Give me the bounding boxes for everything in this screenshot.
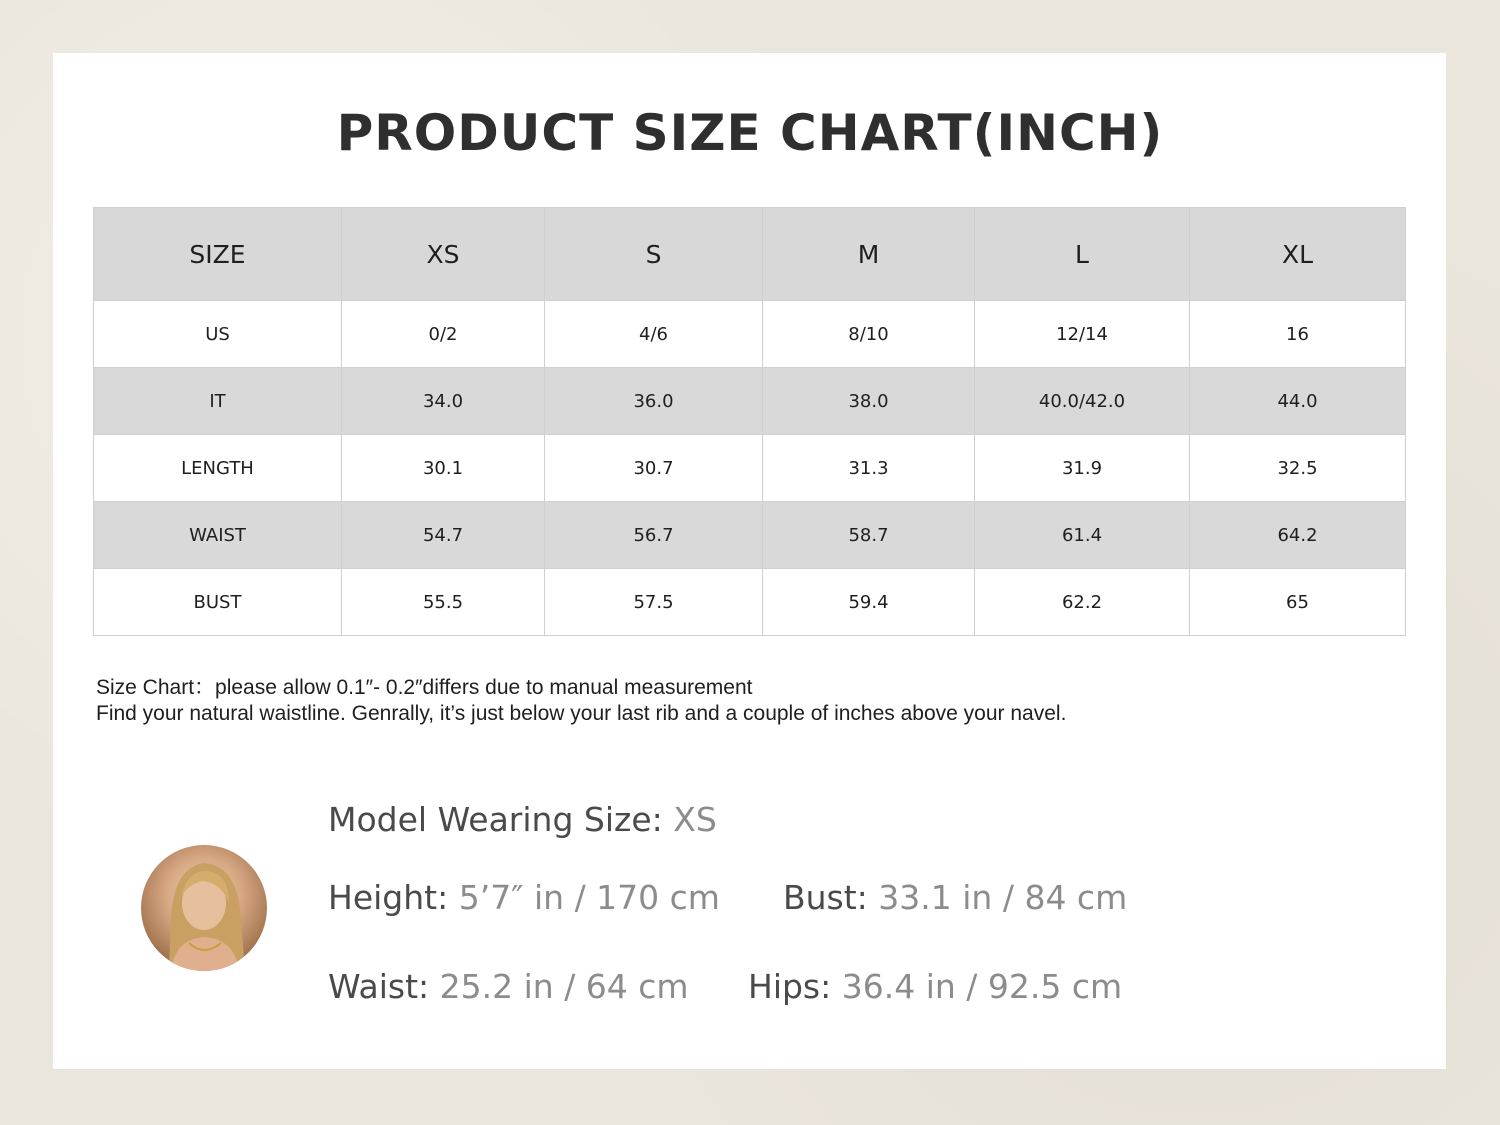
- model-wearing-value: XS: [673, 800, 717, 839]
- table-cell: 36.0: [545, 368, 763, 435]
- row-label: LENGTH: [94, 435, 342, 502]
- row-label: WAIST: [94, 502, 342, 569]
- table-cell: 54.7: [342, 502, 545, 569]
- header-cell-m: M: [763, 208, 975, 301]
- page-title: PRODUCT SIZE CHART(INCH): [336, 104, 1164, 162]
- model-waist-value: 25.2 in / 64 cm: [439, 967, 689, 1006]
- model-height: [328, 878, 720, 917]
- row-label: US: [94, 301, 342, 368]
- waistline-note: Find your natural waistline. Genrally, it’s just below your last rib and a couple of inches above your navel.: [96, 702, 1067, 725]
- table-cell: 59.4: [763, 569, 975, 636]
- table-cell: 34.0: [342, 368, 545, 435]
- model-wearing-size: [328, 800, 717, 839]
- header-cell-xs: XS: [342, 208, 545, 301]
- table-cell: 58.7: [763, 502, 975, 569]
- model-hips-label: Hips:: [748, 967, 842, 1006]
- model-bust: [783, 878, 1127, 917]
- size-table: [93, 207, 1406, 636]
- header-cell-l: L: [975, 208, 1190, 301]
- measurement-note: Size Chart：please allow 0.1″- 0.2″differs due to manual measurement: [96, 676, 753, 699]
- table-cell: 64.2: [1190, 502, 1406, 569]
- table-cell: 31.3: [763, 435, 975, 502]
- table-cell: 61.4: [975, 502, 1190, 569]
- table-row: [94, 301, 1406, 368]
- table-cell: 38.0: [763, 368, 975, 435]
- header-cell-s: S: [545, 208, 763, 301]
- model-height-label: Height:: [328, 878, 459, 917]
- header-cell-size: SIZE: [94, 208, 342, 301]
- table-cell: 32.5: [1190, 435, 1406, 502]
- model-photo-icon: [141, 845, 267, 971]
- table-cell: 40.0/42.0: [975, 368, 1190, 435]
- model-waist-label: Waist:: [328, 967, 440, 1006]
- table-cell: 57.5: [545, 569, 763, 636]
- header-cell-xl: XL: [1190, 208, 1406, 301]
- table-cell: 0/2: [342, 301, 545, 368]
- model-waist: [328, 967, 689, 1006]
- row-label: IT: [94, 368, 342, 435]
- table-cell: 56.7: [545, 502, 763, 569]
- table-cell: 65: [1190, 569, 1406, 636]
- table-cell: 30.1: [342, 435, 545, 502]
- table-cell: 55.5: [342, 569, 545, 636]
- table-row: [94, 502, 1406, 569]
- model-wearing-label: Model Wearing Size:: [328, 800, 674, 839]
- table-cell: 30.7: [545, 435, 763, 502]
- model-bust-value: 33.1 in / 84 cm: [878, 878, 1128, 917]
- table-cell: 31.9: [975, 435, 1190, 502]
- model-height-value: 5’7″ in / 170 cm: [458, 878, 720, 917]
- table-cell: 4/6: [545, 301, 763, 368]
- table-row: [94, 368, 1406, 435]
- table-header-row: [94, 208, 1406, 301]
- model-hips: [748, 967, 1122, 1006]
- table-cell: 62.2: [975, 569, 1190, 636]
- table-row: [94, 435, 1406, 502]
- model-hips-value: 36.4 in / 92.5 cm: [841, 967, 1123, 1006]
- table-cell: 16: [1190, 301, 1406, 368]
- table-row: [94, 569, 1406, 636]
- row-label: BUST: [94, 569, 342, 636]
- model-bust-label: Bust:: [783, 878, 879, 917]
- table-cell: 12/14: [975, 301, 1190, 368]
- table-cell: 44.0: [1190, 368, 1406, 435]
- table-cell: 8/10: [763, 301, 975, 368]
